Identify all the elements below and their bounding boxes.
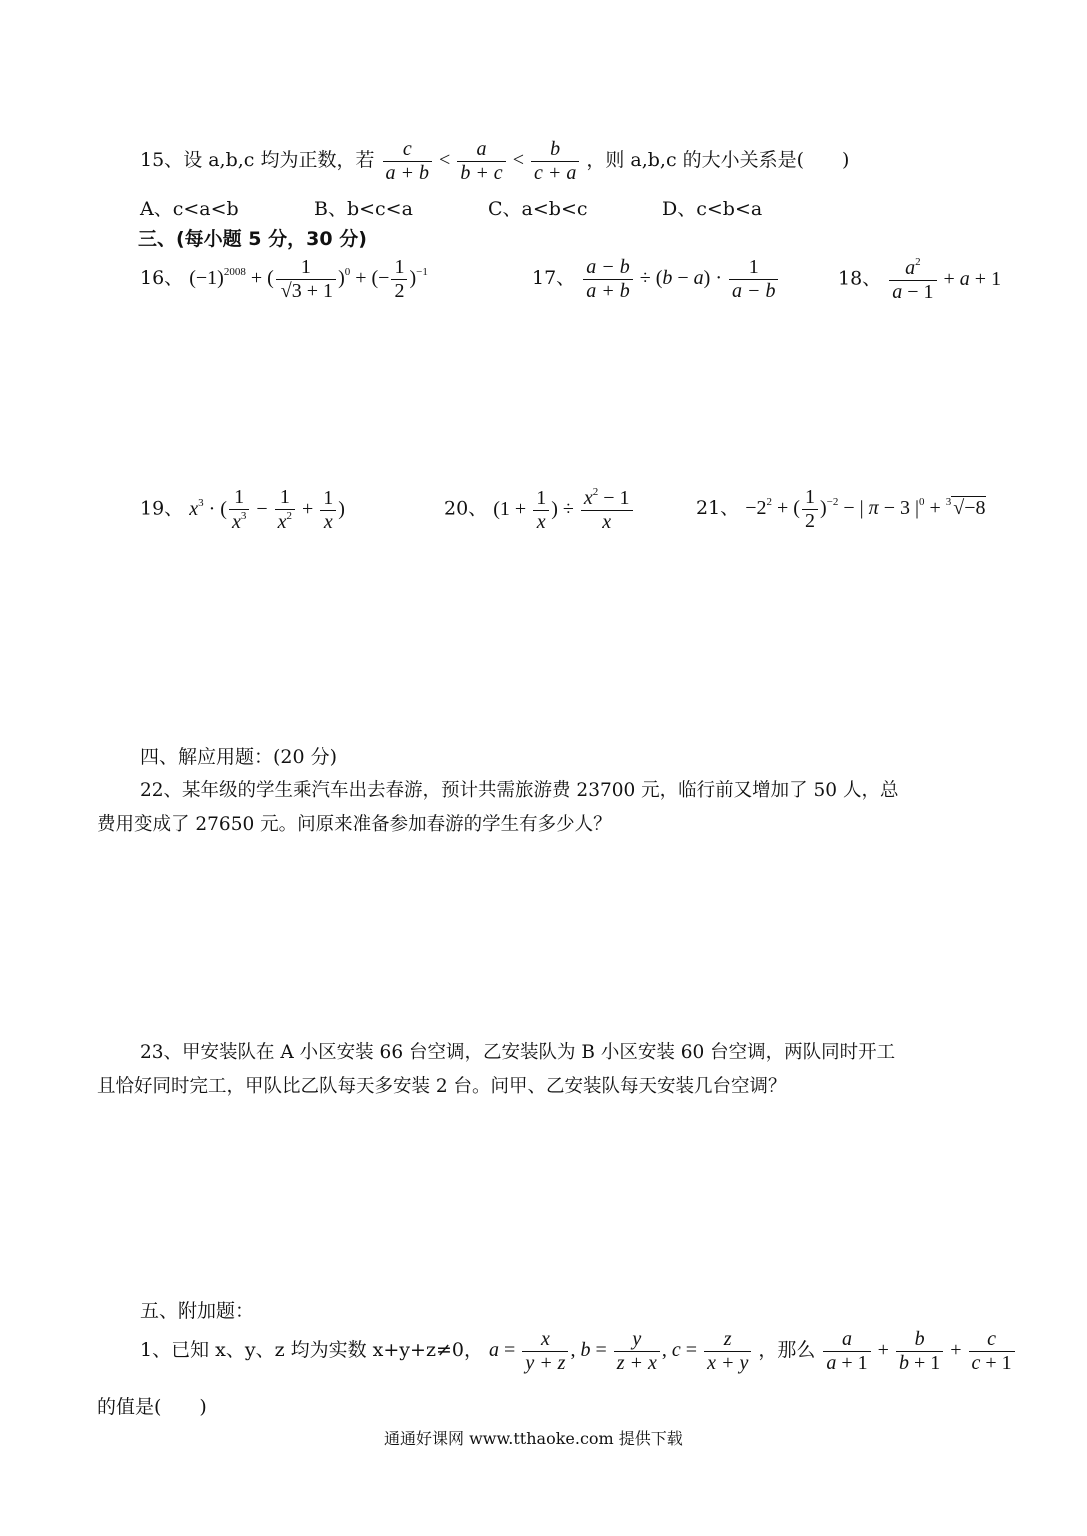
problem-20 (444, 486, 635, 534)
bonus-question-1-text-mid: ，那么 (758, 1339, 816, 1362)
question-15-text-before: 设 a,b,c 均为正数，若 (183, 149, 375, 172)
problem-16-number: 16、 (140, 267, 184, 290)
bonus-question-1-definitions: a = $\frac{x}{y + z}$ , b = $\frac{y}{z + x}$ , c = $\frac{z}{x + y}$ (489, 1339, 758, 1361)
problem-17 (532, 256, 780, 303)
question-15-inequality: $\frac{c}{a + b}$ < $\frac{a}{b + c}$ < $\frac{b}{c + a}$ (381, 149, 587, 171)
problem-19 (140, 486, 345, 534)
footer-text: 通通好课网 www.tthaoke.com 提供下载 (384, 1429, 683, 1448)
problem-18-number: 18、 (838, 267, 882, 290)
question-15-option-d: D、c<b<a (662, 198, 763, 220)
question-23-line-2: 且恰好同时完工，甲队比乙队每天多安装 2 台。问甲、乙安装队每天安装几台空调？ (97, 1076, 787, 1097)
problem-18 (838, 256, 1001, 304)
question-22-line-1: 22、某年级的学生乘汽车出去春游，预计共需旅游费 23700 元，临行前又增加了 50 人，总 (140, 780, 899, 801)
problem-21-expression: $-2^2$ + ( $\frac{1}{2}$ )$^{-2}$ − | π − 3 $|^0 + ^3$ √−8 (745, 486, 986, 532)
bonus-question-1-text-before: 1、已知 x、y、z 均为实数 x+y+z≠0， (140, 1339, 483, 1362)
problem-16 (140, 256, 428, 303)
section-4-title: 四、解应用题：(20 分) (140, 746, 338, 768)
problem-18-expression: $\frac{a^2}{a - 1}$ + a + 1 (887, 268, 1001, 290)
question-15-number: 15、 (140, 149, 184, 172)
section-5-title: 五、附加题： (140, 1300, 255, 1322)
question-15-option-b: B、b<c<a (314, 198, 413, 220)
question-15-option-c: C、a<b<c (488, 198, 588, 220)
problem-17-number: 17、 (532, 267, 576, 290)
bonus-question-1 (140, 1328, 1017, 1375)
question-15-option-a: A、c<a<b (140, 198, 239, 220)
problem-16-expression: $(-1)^{2008}$ + ( $\frac{1}{√3 + 1}$ )$^0$ + (− $\frac{1}{2}$ )$^{-1}$ (189, 256, 428, 302)
question-23-line-1: 23、甲安装队在 A 小区安装 66 台空调，乙安装队为 B 小区安装 60 台空调，两队同时开工 (140, 1042, 896, 1063)
problem-19-expression: $x^3$ · ( $\frac{1}{x^3}$ − $\frac{1}{x^2}$ + $\frac{1}{x}$ ) (189, 486, 345, 533)
problem-17-expression: $\frac{a - b}{a + b}$ ÷ (b − a) · $\frac{1}{a - b}$ (581, 267, 780, 289)
problem-21 (696, 486, 986, 533)
problem-21-number: 21、 (696, 497, 740, 520)
problem-20-expression: (1 + $\frac{1}{x}$ ) ÷ $\frac{x^2 - 1}{x}$ (493, 498, 634, 520)
problem-20-number: 20、 (444, 497, 488, 520)
problem-19-number: 19、 (140, 497, 184, 520)
bonus-question-1-sum: $\frac{a}{a + 1}$ + $\frac{b}{b + 1}$ + $\frac{c}{c + 1}$ (821, 1339, 1016, 1361)
bonus-question-1-line-2: 的值是( ) (97, 1396, 207, 1418)
question-22-line-2: 费用变成了 27650 元。问原来准备参加春游的学生有多少人？ (97, 814, 612, 835)
section-3-title: 三、(每小题 5 分，30 分) (138, 228, 367, 250)
question-15-text-after: ，则 a,b,c 的大小关系是( ) (586, 149, 850, 172)
question-15 (140, 138, 849, 185)
